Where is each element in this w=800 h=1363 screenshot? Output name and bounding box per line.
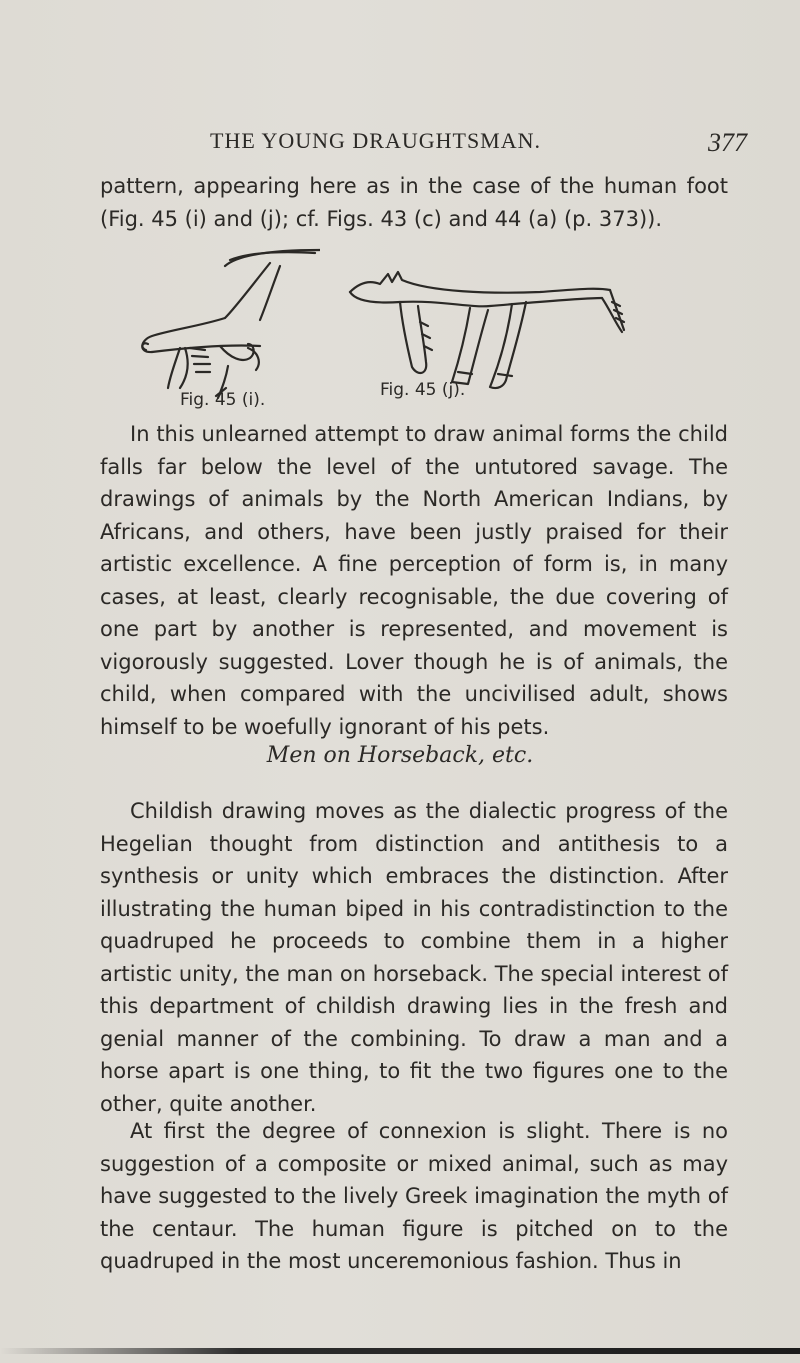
page-bottom-edge — [0, 1348, 800, 1354]
figure-45-j-caption: Fig. 45 (j). — [380, 380, 466, 400]
page-header — [0, 128, 800, 168]
running-head: THE YOUNG DRAUGHTSMAN. — [210, 128, 542, 153]
paragraph-childish-drawing: Childish drawing moves as the dialectic progress of the Hegelian thought from distinction and antithesis to a synthesis or unity which embraces the distinction. After illustrating the human biped in his contradistinction to the quadruped he proceeds to combine them in a higher artistic unity, the man on horseback. The special interest of this department of childish drawing lies in the fresh and genial manner of the combining. To draw a man and a horse apart is one thing, to fit the two figures one to the other, quite another. — [100, 799, 728, 1116]
paragraph-degree-of-connexion: At first the degree of connexion is slight. There is no suggestion of a composite or mixed animal, such as may have suggested to the lively Greek imagination the myth of the centaur. The human figure is pitched on to the quadruped in the most unceremonious fashion. Thus in — [100, 1119, 728, 1273]
figure-45-i-drawing — [130, 248, 320, 413]
figure-45-i-caption: Fig. 45 (i). — [180, 390, 266, 410]
section-subheading: Men on Horseback, etc. — [266, 743, 534, 768]
intro-paragraph: pattern, appearing here as in the case of the human foot (Fig. 45 (i) and (j); cf. Figs. 43 (c) and 44 (a) (p. 373)). — [100, 174, 728, 231]
page-number: 377 — [708, 128, 747, 157]
paragraph-animal-forms: In this unlearned attempt to draw animal forms the child falls far below the level of the untutored savage. The drawings of animals by the North American Indians, by Africans, and others, have been justly praised for their artistic excellence. A fine perception of form is, in many cases, at least, clearly recognisable, the due covering of one part by another is represented, and movement is vigorously suggested. Lover though he is of animals, the child, when compared with the uncivilised adult, shows himself to be woefully ignorant of his pets. — [100, 422, 728, 739]
